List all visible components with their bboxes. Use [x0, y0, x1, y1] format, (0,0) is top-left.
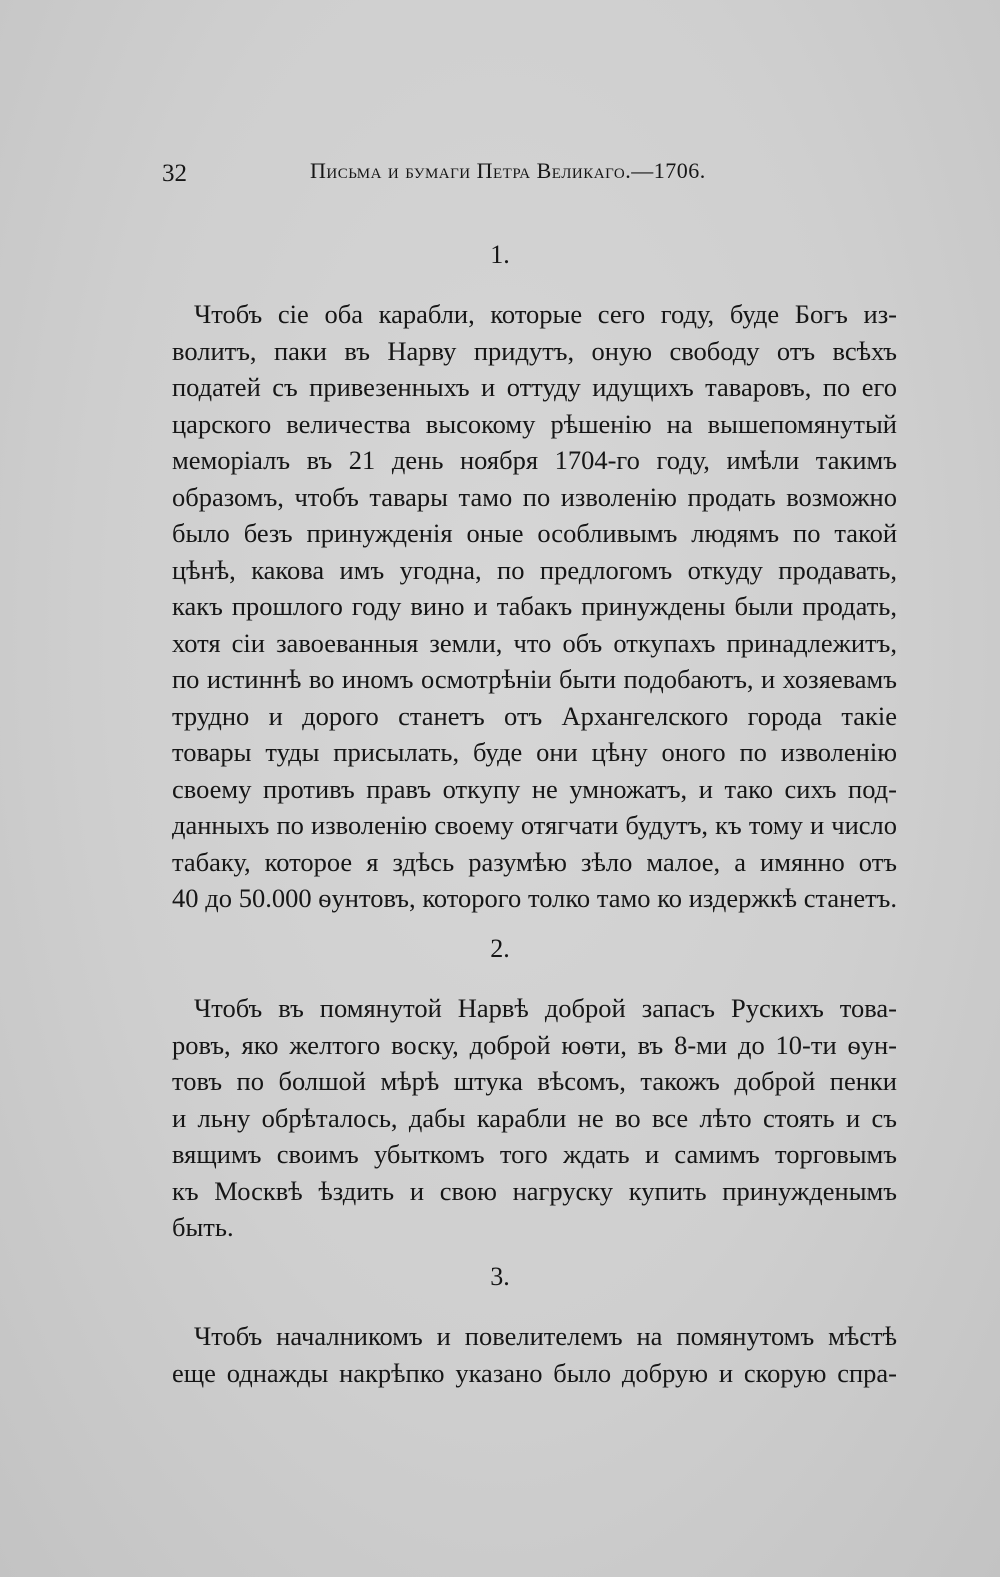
section-1-text	[172, 296, 897, 917]
text-line: хотя сіи завоеванныя земли, что объ откупахъ принадлежитъ,	[172, 627, 897, 658]
text-line: Чтобъ сіе оба карабли, которые сего году, буде Богъ из-	[194, 299, 897, 329]
text-line: еще однажды накрѣпко указано было добрую и скорую спра-	[172, 1357, 897, 1388]
text-line: 40 до 50.000 ѳунтовъ, которого толко тамо ко издержкѣ станетъ.	[172, 883, 897, 913]
text-line: было безъ принужденія оные особливымъ людямъ по такой	[172, 518, 897, 548]
section-3-text	[172, 1318, 897, 1391]
text-line: ровъ, яко желтого воску, доброй юѳти, въ 8-ми до 10-ти ѳун-	[172, 1029, 897, 1060]
text-line: по истиннѣ во иномъ осмотрѣніи быти подобаютъ, и хозяевамъ	[172, 664, 897, 694]
text-line: быть.	[172, 1212, 234, 1242]
text-line: своему противъ правъ откупу не умножатъ, и тако сихъ под-	[172, 773, 897, 804]
text-line: и льну обрѣталось, дабы карабли не во все лѣто стоять и съ	[172, 1102, 897, 1133]
text-line: данныхъ по изволенію своему отягчати будутъ, къ тому и число	[172, 810, 897, 840]
text-line: волитъ, паки въ Нарву придутъ, оную свободу отъ всѣхъ	[172, 335, 897, 366]
text-line: Чтобъ въ помянутой Нарвѣ доброй запасъ Рускихъ това-	[194, 993, 897, 1023]
text-line: податей съ привезенныхъ и оттуду идущихъ таваровъ, по его	[172, 372, 897, 402]
section-number-2: 2.	[490, 934, 510, 963]
page-number: 32	[162, 160, 187, 187]
section-2-text	[172, 990, 897, 1246]
section-number-1: 1.	[490, 240, 510, 269]
text-line: какъ прошлого году вино и табакъ принуждены были продать,	[172, 591, 897, 621]
section-number-3: 3.	[490, 1262, 510, 1291]
text-line: трудно и дорого станетъ отъ Архангелского города такіе	[172, 700, 897, 731]
text-line: Чтобъ началникомъ и повелителемъ на помянутомъ мѣстѣ	[194, 1321, 897, 1351]
text-line: товары туды присылать, буде они цѣну оного по изволенію	[172, 737, 897, 767]
text-line: образомъ, чтобъ тавары тамо по изволенію продать возможно	[172, 481, 897, 512]
text-line: товъ по болшой мѣрѣ штука вѣсомъ, такожъ доброй пенки	[172, 1066, 897, 1096]
text-line: меморіалъ въ 21 день ноября 1704-го году, имѣли такимъ	[172, 445, 897, 475]
text-line: къ Москвѣ ѣздить и свою нагруску купить принужденымъ	[172, 1175, 897, 1206]
text-line: табаку, которое я здѣсь разумѣю зѣло малое, а имянно отъ	[172, 846, 897, 877]
text-line: цѣнѣ, какова имъ угодна, по предлогомъ откуду продавать,	[172, 554, 897, 585]
text-line: царского величества высокому рѣшенію на вышепомянутый	[172, 408, 897, 439]
text-line: вящимъ своимъ убыткомъ того ждать и самимъ торговымъ	[172, 1139, 897, 1169]
running-head: Письма и бумаги Петра Великаго.—1706.	[310, 158, 706, 183]
